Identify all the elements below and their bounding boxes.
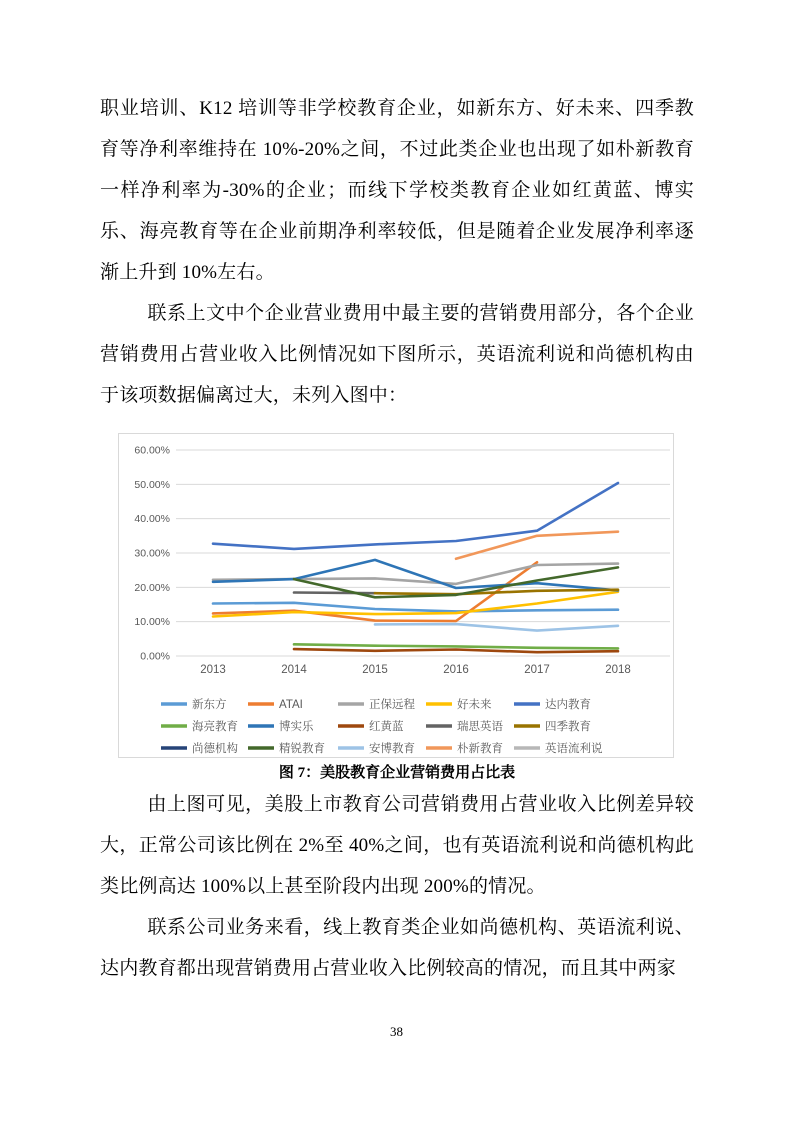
series-line-红黄蓝 xyxy=(294,649,618,652)
legend-label-安博教育: 安博教育 xyxy=(369,743,415,755)
x-axis-tick-label: 2013 xyxy=(200,664,226,676)
y-axis-tick-label: 50.00% xyxy=(134,478,170,491)
x-axis-tick-label: 2014 xyxy=(281,664,307,676)
legend-label-海亮教育: 海亮教育 xyxy=(192,721,238,733)
series-line-海亮教育 xyxy=(294,644,618,648)
legend-label-朴新教育: 朴新教育 xyxy=(457,743,503,755)
page-number: 38 xyxy=(390,1024,403,1039)
series-line-达内教育 xyxy=(213,483,618,549)
y-axis-tick-label: 0.00% xyxy=(140,650,170,663)
paragraph-1: 职业培训、K12 培训等非学校教育企业，如新东方、好未来、四季教育等净利率维持在 10%-20%之间，不过此类企业也出现了如朴新教育一样净利率为-30%的企业；而线下学校类教育企业如红黄蓝、博实乐、海亮教育等在企业前期净利率较低，但是随着企业发展净利率逐渐上升到 10%左右。 xyxy=(100,98,694,283)
figure-caption: 图 7：美股教育企业营销费用占比表 xyxy=(278,765,516,781)
series-line-瑞思英语 xyxy=(294,593,375,594)
legend-label-红黄蓝: 红黄蓝 xyxy=(369,721,404,733)
y-axis-tick-label: 10.00% xyxy=(134,616,170,629)
marketing-expense-ratio-line-chart xyxy=(119,434,673,757)
legend-label-正保远程: 正保远程 xyxy=(369,699,415,711)
x-axis-tick-label: 2016 xyxy=(443,664,469,676)
paragraph-3: 由上图可见，美股上市教育公司营销费用占营业收入比例差异较大，正常公司该比例在 2%至 40%之间，也有英语流利说和尚德机构此类比例高达 100%以上甚至阶段内出现 200%的情况。 xyxy=(100,794,694,897)
legend-label-达内教育: 达内教育 xyxy=(545,699,591,711)
legend-label-英语流利说: 英语流利说 xyxy=(545,743,603,755)
series-line-安博教育 xyxy=(375,624,618,631)
legend-label-尚德机构: 尚德机构 xyxy=(192,743,238,755)
paragraph-4: 联系公司业务来看，线上教育类企业如尚德机构、英语流利说、达内教育都出现营销费用占营业收入比例较高的情况，而且其中两家 xyxy=(100,917,694,979)
legend-label-精锐教育: 精锐教育 xyxy=(279,743,325,755)
legend-label-ATAI: ATAI xyxy=(279,699,303,711)
y-axis-tick-label: 30.00% xyxy=(134,547,170,560)
legend-label-好未来: 好未来 xyxy=(457,699,492,711)
legend-label-四季教育: 四季教育 xyxy=(545,721,591,733)
x-axis-tick-label: 2018 xyxy=(605,664,631,676)
x-axis-tick-label: 2017 xyxy=(524,664,550,676)
legend-label-瑞思英语: 瑞思英语 xyxy=(457,721,503,733)
legend-label-新东方: 新东方 xyxy=(192,699,227,711)
series-line-朴新教育 xyxy=(456,532,618,559)
y-axis-tick-label: 40.00% xyxy=(134,513,170,526)
x-axis-tick-label: 2015 xyxy=(362,664,388,676)
y-axis-tick-label: 60.00% xyxy=(134,444,170,457)
legend-label-博实乐: 博实乐 xyxy=(279,721,314,733)
paragraph-2: 联系上文中个企业营业费用中最主要的营销费用部分，各个企业营销费用占营业收入比例情况如下图所示，英语流利说和尚德机构由于该项数据偏离过大，未列入图中： xyxy=(100,303,694,406)
y-axis-tick-label: 20.00% xyxy=(134,581,170,594)
figure-chart xyxy=(118,433,674,758)
